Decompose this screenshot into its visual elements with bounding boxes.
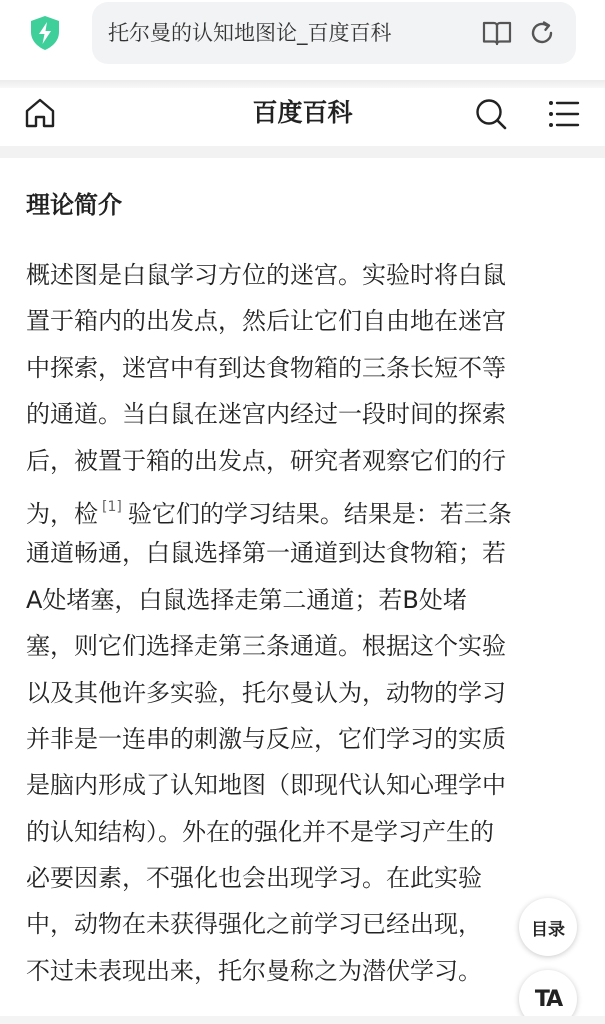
- toc-button[interactable]: 目录: [519, 898, 577, 956]
- paragraph-line: 塞，则它们选择走第三条通道。根据这个实验: [26, 632, 506, 661]
- bottom-strip: [0, 1016, 605, 1024]
- paragraph-line: 中，动物在未获得强化之前学习已经出现，: [26, 910, 482, 939]
- paragraph-line: 以及其他许多实验，托尔曼认为，动物的学习: [26, 678, 506, 707]
- paragraph-line: A处堵塞，白鼠选择走第二通道；若B处堵: [26, 585, 467, 614]
- shield-bolt-icon[interactable]: [29, 15, 61, 51]
- reference-link[interactable]: [1]: [102, 498, 122, 515]
- paragraph-line: 后，被置于箱的出发点，研究者观察它们的行: [26, 446, 506, 475]
- paragraph-text: 验它们的学习结果。结果是：若三条: [127, 499, 512, 528]
- url-title: 托尔曼的认知地图论_百度百科: [108, 21, 392, 45]
- paragraph-line: 并非是一连串的刺激与反应，它们学习的实质: [26, 724, 506, 753]
- paragraph-line: 是脑内形成了认知地图（即现代认知心理学中: [26, 771, 506, 800]
- site-header: [0, 88, 605, 146]
- book-icon[interactable]: [482, 20, 512, 46]
- paragraph-line: 中探索，迷宫中有到达食物箱的三条长短不等: [26, 353, 506, 382]
- reload-icon[interactable]: [529, 20, 555, 46]
- section-title: 理论简介: [26, 191, 122, 219]
- paragraph-line: 概述图是白鼠学习方位的迷宫。实验时将白鼠: [26, 261, 506, 289]
- paragraph-line: 通道畅通，白鼠选择第一通道到达食物箱；若: [26, 539, 506, 568]
- paragraph-line: 不过未表现出来，托尔曼称之为潜伏学习。: [26, 956, 482, 985]
- paragraph-line: 的认知结构）。外在的强化并不是学习产生的: [26, 817, 494, 846]
- menu-icon[interactable]: [548, 100, 580, 128]
- browser-bar: [0, 0, 605, 80]
- paragraph-line: 置于箱内的出发点，然后让它们自由地在迷宫: [26, 307, 506, 336]
- paragraph-text: 为，检: [26, 499, 98, 528]
- paragraph-line: 的通道。当白鼠在迷宫内经过一段时间的探索: [26, 400, 506, 429]
- browser-bar-shadow: [0, 80, 605, 88]
- address-bar[interactable]: [92, 2, 576, 64]
- article-paragraph: [26, 252, 581, 994]
- header-divider: [0, 146, 605, 158]
- site-title[interactable]: 百度百科: [252, 98, 353, 127]
- search-icon[interactable]: [474, 97, 508, 131]
- paragraph-line: 必要因素，不强化也会出现学习。在此实验: [26, 864, 482, 893]
- ta-button[interactable]: TA: [519, 970, 577, 1024]
- paragraph-line-with-ref: [26, 484, 581, 530]
